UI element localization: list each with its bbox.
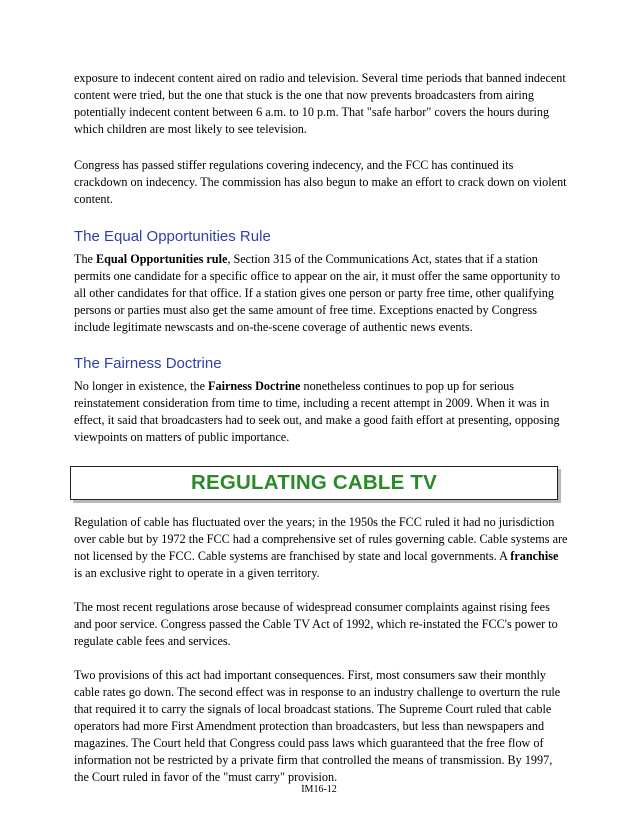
- text-lead: The: [74, 252, 96, 266]
- term-fairness-doctrine: Fairness Doctrine: [208, 379, 301, 393]
- text-rest: nonetheless continues to pop up for serious reinstatement consideration from time to time, including a recent attempt in 2009. When it was in effect, it said that broadcasters had to seek out, and make a good faith effort at presenting, opposing viewpoints on matters of public importance.: [74, 379, 560, 444]
- page-content: [74, 70, 568, 786]
- paragraph-equal-opportunities: [74, 251, 568, 336]
- paragraph-cable-tv-act: The most recent regulations arose because of widespread consumer complaints against rising fees and poor service. Congress passed the Cable TV Act of 1992, which re-instated the FCC's power to regulate cable fees and services.: [74, 600, 558, 648]
- section-banner: [70, 466, 558, 500]
- paragraph-indecency-crackdown: Congress has passed stiffer regulations covering indecency, and the FCC has continued its crackdown on indecency. The commission has also begun to make an effort to crack down on violent content.: [74, 158, 567, 206]
- paragraph-fairness-doctrine: [74, 378, 568, 446]
- section-banner-title: REGULATING CABLE TV: [191, 471, 437, 494]
- paragraph-act-consequences: Two provisions of this act had important consequences. First, most consumers saw their monthly cable rates go down. The second effect was in response to an industry challenge to overturn the rule that required it to carry the signals of local broadcast stations. The Supreme Court ruled that cable operators had more First Amendment protection than broadcasters, but less than newspapers and magazines. The Court held that Congress could pass laws which guaranteed that the free flow of information not be restricted by a private firm that controlled the means of transmission. By 1997, the Court ruled in favor of the "must carry" provision.: [74, 668, 561, 784]
- text-lead: No longer in existence, the: [74, 379, 209, 393]
- text-lead: Regulation of cable has fluctuated over the years; in the 1950s the FCC ruled it had no jurisdiction over cable but by 1972 the FCC had a comprehensive set of rules governing cable. Cable systems are not licensed by the FCC. Cable systems are franchised by state and local governments. A: [74, 515, 568, 563]
- text-rest: is an exclusive right to operate in a given territory.: [74, 566, 320, 580]
- text-rest: , Section 315 of the Communications Act, states that if a station permits one candidate for a specific office to appear on the air, it must offer the same opportunity to all other candidates for that office. If a station gives one person or party free time, other qualifying persons or parties must also get the same amount of free time. Exceptions enacted by Congress include legitimate newscasts and on-the-scene coverage of authentic news events.: [74, 252, 561, 334]
- paragraph-cable-regulation-history: [74, 514, 568, 582]
- paragraph-safe-harbor: exposure to indecent content aired on radio and television. Several time periods that banned indecent content were tried, but the one that stuck is the one that now prevents broadcasters from airing potentially indecent content between 6 a.m. to 10 p.m. That "safe harbor" covers the hours during which children are most likely to see television.: [74, 71, 566, 136]
- term-equal-opportunities: Equal Opportunities rule: [96, 252, 228, 266]
- page-number: IM16-12: [301, 784, 337, 795]
- heading-equal-opportunities: The Equal Opportunities Rule: [74, 228, 271, 245]
- heading-fairness-doctrine: The Fairness Doctrine: [74, 355, 222, 372]
- term-franchise: franchise: [510, 549, 559, 563]
